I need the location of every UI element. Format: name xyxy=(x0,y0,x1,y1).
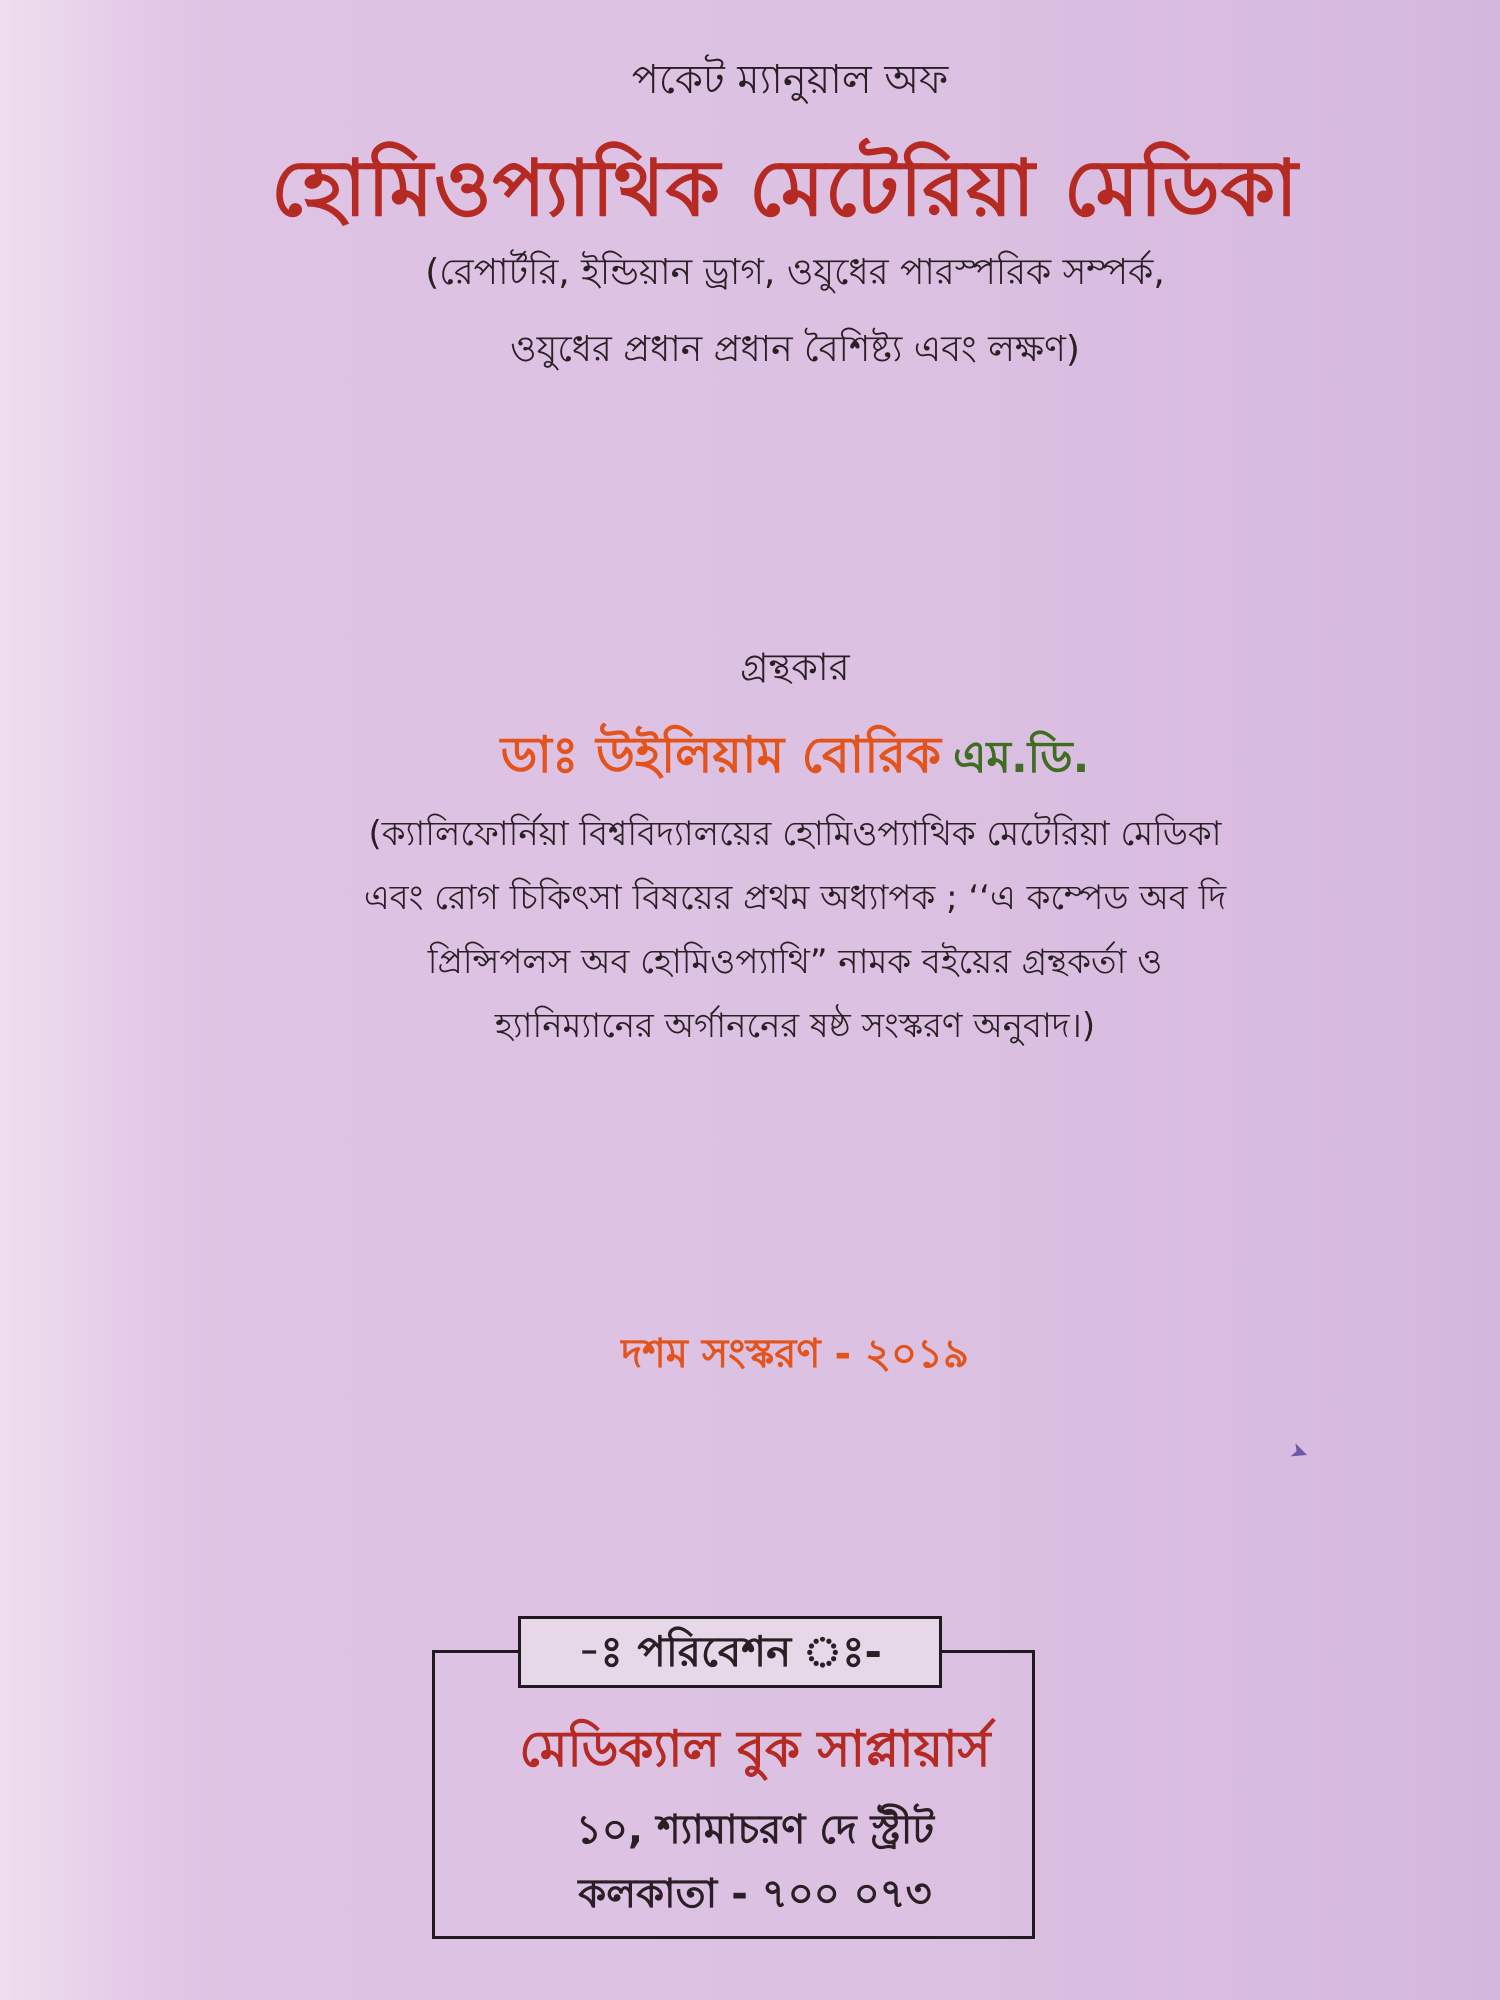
distributor-label: -ঃ পরিবেশন ঃ- xyxy=(518,1616,942,1688)
author-label: গ্রন্থকার xyxy=(740,645,850,689)
author-line xyxy=(0,718,1500,801)
ink-mark: ➤ xyxy=(1286,1437,1313,1468)
author-degree: এম.ডি. xyxy=(953,732,1090,783)
distributor-address-line-2: কলকাতা - ৭০০ ০৭৩ xyxy=(578,1871,932,1917)
series-line: পকেট ম্যানুয়াল অফ xyxy=(631,57,949,103)
author-name: ডাঃ উইলিয়াম বোরিক xyxy=(500,726,942,784)
affiliation-line-4: হ্যানিম্যানের অর্গাননের ষষ্ঠ সংস্করণ অনুবাদ।) xyxy=(494,1006,1096,1046)
subtitle-line-1: (রেপার্টরি, ইন্ডিয়ান ড্রাগ, ওযুধের পারস্পরিক সম্পর্ক, xyxy=(425,252,1165,293)
subtitle-line-2: ওযুধের প্রধান প্রধান বৈশিষ্ট্য এবং লক্ষণ) xyxy=(510,329,1080,370)
affiliation-line-1: (ক্যালিফোর্নিয়া বিশ্ববিদ্যালয়ের হোমিওপ্যাথিক মেটেরিয়া মেডিকা xyxy=(368,814,1222,854)
distributor-name: মেডিক্যাল বুক সাপ্লায়ার্স xyxy=(519,1720,991,1778)
affiliation-line-3: প্রিন্সিপলস অব হোমিওপ্যাথি” নামক বইয়ের গ্রন্থকর্তা ও xyxy=(427,942,1163,982)
affiliation-line-2: এবং রোগ চিকিৎসা বিষয়ের প্রথম অধ্যাপক ; ‘‘এ কম্পেড অব দি xyxy=(363,878,1227,918)
book-title: হোমিওপ্যাথিক মেটেরিয়া মেডিকা xyxy=(271,144,1299,234)
distributor-address-line-1: ১০, শ্যামাচরণ দে স্ট্রীট xyxy=(575,1807,935,1853)
edition-line: দশম সংস্করণ - ২০১৯ xyxy=(621,1331,969,1377)
